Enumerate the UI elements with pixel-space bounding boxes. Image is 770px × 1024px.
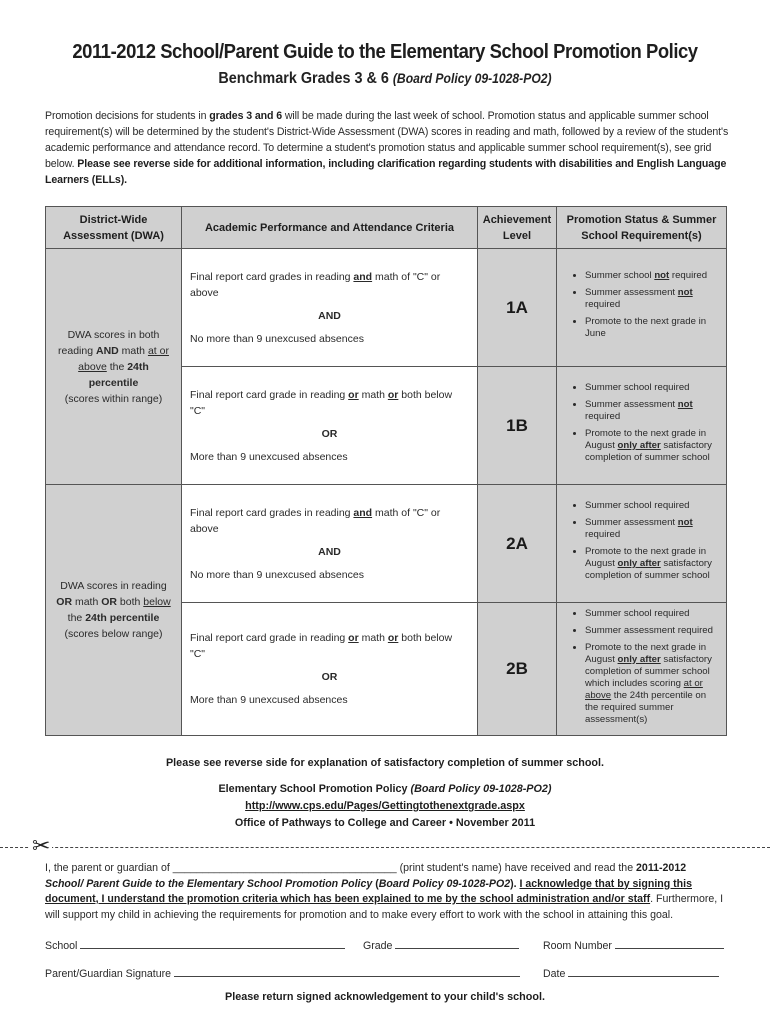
dwa-above-range-note: (scores within range): [64, 392, 163, 405]
dwa-below-text-4: the: [67, 612, 86, 624]
signature-line[interactable]: [174, 967, 520, 977]
policy-name: Elementary School Promotion Policy: [218, 783, 411, 795]
page-subtitle: [39, 70, 732, 88]
status-2a: [557, 485, 727, 603]
level-1b: 1B: [478, 367, 557, 485]
scissors-icon: ✂: [32, 833, 51, 858]
status-2a-item: • Summer school required: [585, 500, 718, 512]
dwa-below-below: below: [143, 596, 171, 608]
level-2a: 2A: [478, 485, 557, 603]
dwa-below-text-2: math: [72, 596, 102, 608]
criteria-2b: [182, 603, 478, 736]
office-line: Office of Pathways to College and Career • November 2011: [234, 817, 536, 829]
intro-reverse-note: Please see reverse side for additional information, including clarification regarding students with disabilities and English Language Learners (ELLs).: [45, 158, 727, 186]
date-line[interactable]: [568, 967, 719, 977]
criteria-1a-absences: No more than 9 unexcused absences: [190, 332, 364, 345]
page-title: 2011-2012 School/Parent Guide to the Elementary School Promotion Policy: [72, 40, 698, 63]
subtitle-policy: (Board Policy 09-1028-PO2): [392, 71, 552, 86]
criteria-2b-absences: More than 9 unexcused absences: [190, 694, 348, 706]
dwa-above-at-or-above: at or above: [78, 344, 169, 373]
criteria-1a: [182, 249, 478, 367]
criteria-2a-grades: Final report card grades in reading and math of "C" or above: [190, 506, 441, 535]
date-field[interactable]: [543, 967, 719, 980]
criteria-2a-absences: No more than 9 unexcused absences: [190, 568, 364, 581]
dwa-below-percentile: 24th percentile: [85, 612, 160, 624]
ack-guide-name: School/ Parent Guide to the Elementary School Promotion Policy: [45, 877, 373, 890]
room-label: Room Number: [543, 940, 612, 952]
dwa-below-or-2: OR: [101, 596, 117, 608]
subtitle-grades: Benchmark Grades 3 & 6: [218, 70, 389, 87]
status-1b-item: • Promote to the next grade in August only after satisfactory completion of summer school: [585, 428, 718, 464]
dwa-below-range: [46, 485, 182, 736]
school-field[interactable]: [45, 939, 345, 952]
status-2b: [557, 603, 727, 736]
school-label: School: [45, 940, 78, 952]
grade-field[interactable]: [363, 939, 519, 952]
status-2b-item: • Promote to the next grade in August only after satisfactory completion of summer school which includes scoring at or above the 24th percentile on the required summer assessment(s): [585, 642, 718, 726]
ack-text-1: I, the parent or guardian of ______________________________________ (print student's name) have received and read the: [45, 862, 637, 874]
status-2a-item: • Promote to the next grade in August only after satisfactory completion of summer school: [585, 546, 718, 582]
dwa-below-or: OR: [56, 596, 73, 608]
dwa-above-range: [46, 249, 182, 485]
dwa-above-text-2: math: [118, 344, 148, 357]
ack-statement: I acknowledge that by signing this document, I understand the promotion criteria which has been explained to me by the school administration and/or staff: [45, 877, 692, 905]
dwa-above-text: DWA scores in both reading: [58, 328, 160, 357]
intro-text-1: Promotion decisions for students in: [45, 110, 210, 122]
header-criteria: Academic Performance and Attendance Criteria: [182, 207, 478, 249]
grade-label: Grade: [363, 940, 393, 952]
grid-header-row: [46, 207, 727, 249]
ack-year: 2011-2012: [636, 862, 687, 874]
criteria-1b: [182, 367, 478, 485]
header-status: Promotion Status & Summer School Requirement(s): [557, 207, 727, 249]
status-2b-item: • Summer school required: [585, 608, 718, 620]
criteria-1b-grades: Final report card grade in reading or math or both below "C": [190, 388, 453, 417]
intro-paragraph: [45, 108, 731, 188]
policy-link[interactable]: [0, 800, 770, 812]
promotion-grid: [45, 206, 727, 736]
form-row-1: [45, 939, 725, 955]
status-1a-item: • Promote to the next grade in June: [585, 316, 718, 340]
signature-field[interactable]: [45, 967, 520, 980]
policy-url[interactable]: http://www.cps.edu/Pages/Gettingtothenextgrade.aspx: [245, 800, 525, 812]
dwa-below-text: DWA scores in reading: [60, 580, 167, 592]
form-row-2: [45, 967, 725, 983]
status-1a: [557, 249, 727, 367]
room-line[interactable]: [615, 939, 724, 949]
status-1b-item: • Summer assessment not required: [585, 399, 718, 423]
cut-line: [0, 847, 770, 848]
ack-paren-close: ).: [510, 877, 520, 890]
room-field[interactable]: [543, 939, 724, 952]
grid-row-2a: [46, 485, 727, 603]
return-note: Please return signed acknowledgement to your child's school.: [225, 991, 545, 1003]
policy-ref: (Board Policy 09-1028-PO2): [410, 783, 552, 795]
status-1b-item: • Summer school required: [585, 382, 718, 394]
status-1b: [557, 367, 727, 485]
intro-grades: grades 3 and 6: [209, 110, 283, 122]
dwa-below-range-note: (scores below range): [64, 628, 163, 640]
intro-text-2: will be made during the last week of school. Promotion status and applicable summer school requirement(s) will be determined by the student's District-Wide Assessment (DWA) scores in reading and math, followed by a review of the student's academic performance and attendance record. To determine a student's promotion status and applicable summer school requirement(s), see grid below.: [45, 110, 729, 170]
school-line[interactable]: [80, 939, 345, 949]
criteria-1b-joiner: OR: [321, 427, 338, 440]
criteria-1a-grades: Final report card grades in reading and math of "C" or above: [190, 270, 441, 299]
dwa-above-text-3: the: [106, 360, 128, 373]
level-2b: 2B: [478, 603, 557, 736]
ack-policy-ref: Board Policy 09-1028-PO2: [378, 877, 511, 890]
header-dwa: District-Wide Assessment (DWA): [46, 207, 182, 249]
status-1a-item: • Summer school not required: [585, 270, 718, 282]
ack-paren-open: (: [372, 877, 379, 890]
grade-line[interactable]: [395, 939, 519, 949]
criteria-2b-grades: Final report card grade in reading or math or both below "C": [190, 632, 453, 660]
header-level: Achievement Level: [478, 207, 557, 249]
date-label: Date: [543, 968, 566, 980]
policy-line: [0, 783, 770, 795]
criteria-1b-absences: More than 9 unexcused absences: [190, 450, 348, 463]
reverse-side-note: Please see reverse side for explanation of satisfactory completion of summer school.: [165, 757, 605, 769]
signature-label: Parent/Guardian Signature: [45, 968, 172, 980]
criteria-2a-joiner: AND: [318, 545, 341, 558]
status-2a-item: • Summer assessment not required: [585, 517, 718, 541]
status-1a-item: • Summer assessment not required: [585, 287, 718, 311]
acknowledgement-paragraph: [45, 861, 725, 923]
criteria-1a-joiner: AND: [318, 309, 341, 322]
level-1a: 1A: [478, 249, 557, 367]
criteria-2b-joiner: OR: [321, 671, 338, 683]
grid-row-1a: [46, 249, 727, 367]
dwa-above-percentile: 24th percentile: [88, 360, 149, 389]
criteria-2a: [182, 485, 478, 603]
status-2b-item: • Summer assessment required: [585, 625, 718, 637]
ack-text-2: . Furthermore, I will support my child in achieving the requirements for promotion and to make every effort to work with the school in attaining this goal.: [45, 893, 724, 921]
dwa-above-and: AND: [96, 344, 119, 357]
dwa-below-text-3: both: [116, 596, 144, 608]
